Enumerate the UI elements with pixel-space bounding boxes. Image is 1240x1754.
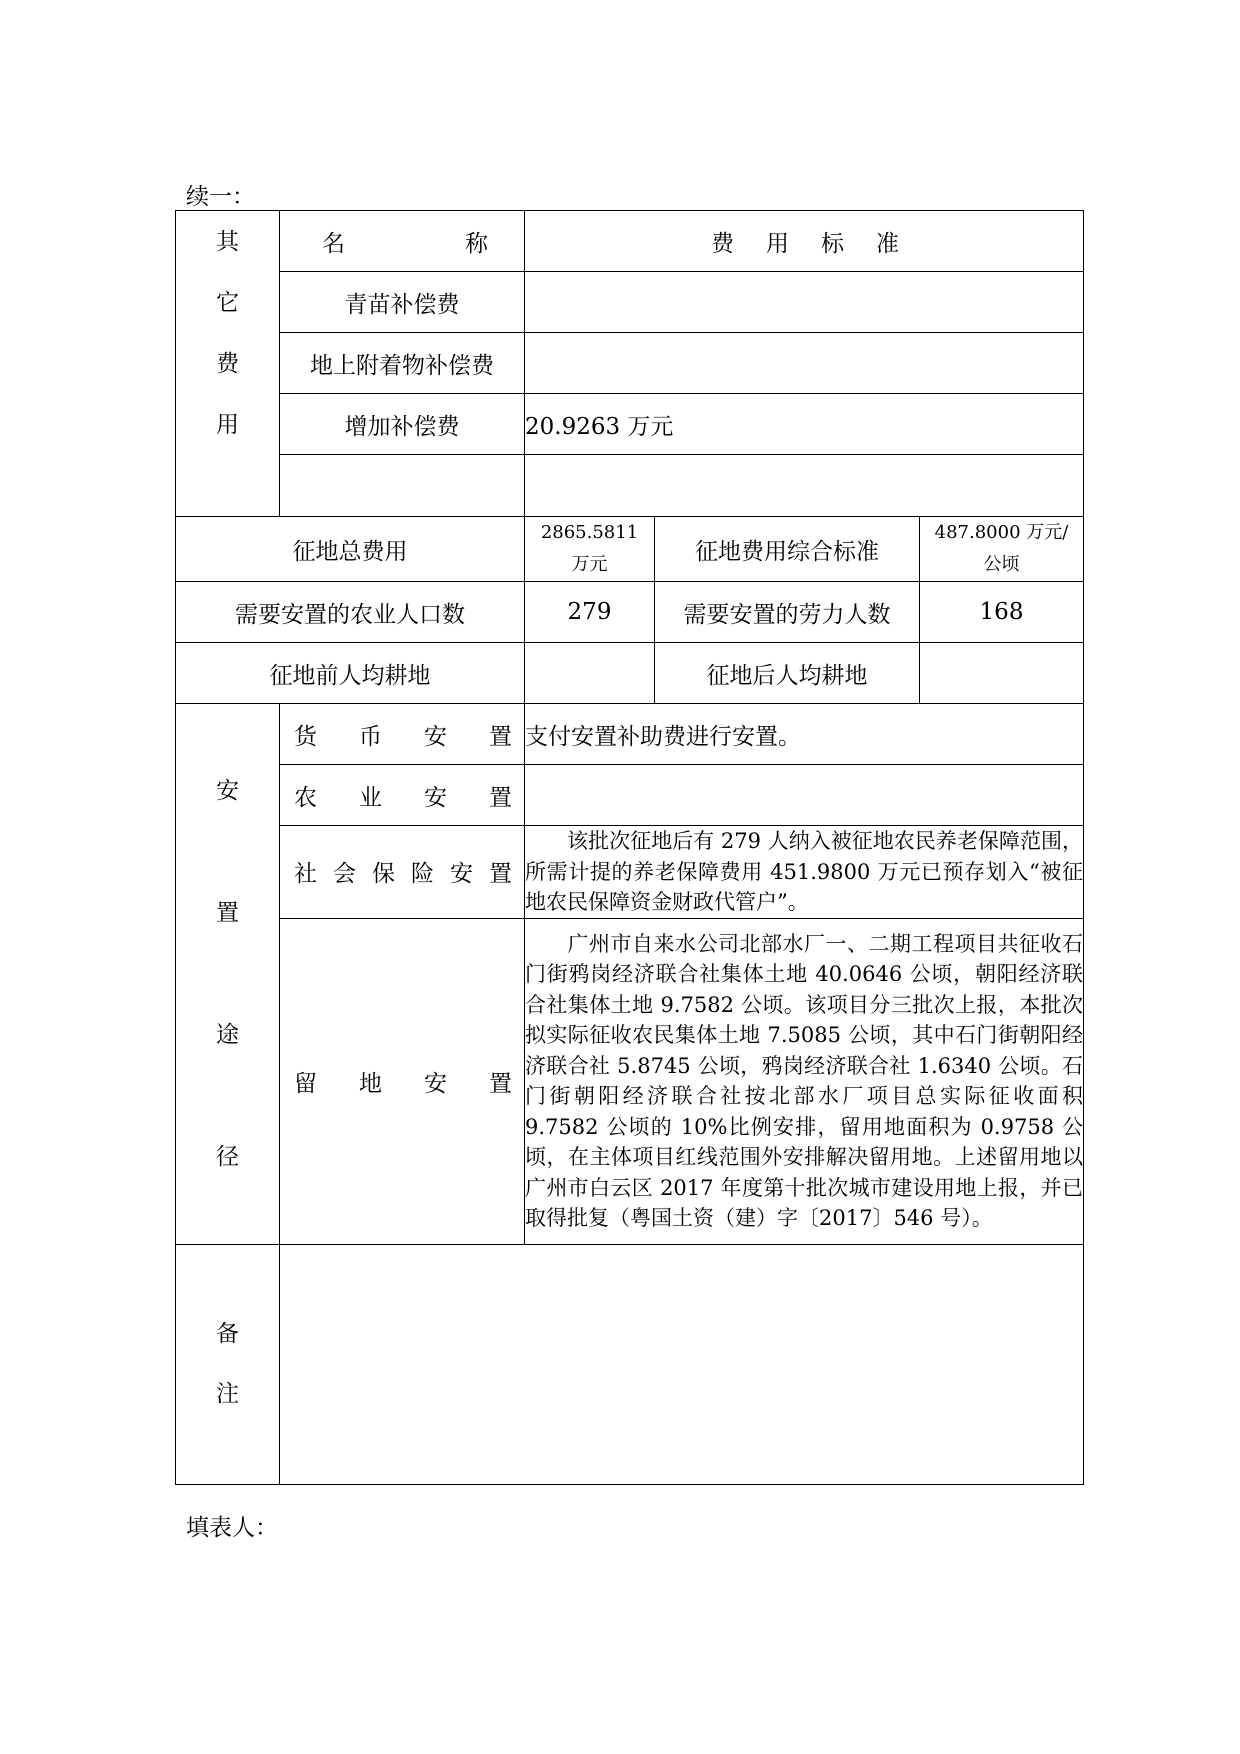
label-char: 地 <box>359 1070 382 1097</box>
total-fee-amount: 2865.5811 <box>540 522 639 543</box>
fee-name-attachments: 地上附着物补偿费 <box>280 333 525 394</box>
fee-name-empty <box>280 455 525 517</box>
farmland-after-label: 征地后人均耕地 <box>655 643 920 704</box>
fee-value-additional: 20.9263 万元 <box>525 394 1084 455</box>
header-standard-cell <box>525 211 1084 272</box>
label-char: 货 <box>294 723 317 750</box>
land-acquisition-form <box>175 210 1084 1485</box>
currency-resettlement-value: 支付安置补助费进行安置。 <box>525 704 1084 765</box>
social-insurance-text: 该批次征地后有 279 人纳入被征地农民养老保障范围，所需计提的养老保障费用 451.9800 万元已预存划入“被征地农民保障资金财政代管户”。 <box>525 829 1084 914</box>
header-standard-char: 费 <box>711 230 734 257</box>
header-standard-char: 用 <box>766 230 789 257</box>
fee-value-empty <box>525 455 1084 517</box>
section-label-char: 途 <box>216 1021 239 1048</box>
label-char: 安 <box>424 1070 447 1097</box>
composite-standard-value <box>920 517 1084 582</box>
social-insurance-value <box>525 826 1084 919</box>
section-label-char: 费 <box>216 350 239 377</box>
total-fee-label: 征地总费用 <box>176 517 525 582</box>
agriculture-resettlement-label <box>280 765 525 826</box>
resettlement-section-label <box>176 704 280 1245</box>
other-fees-section-label <box>176 211 280 517</box>
label-char: 保 <box>372 861 395 888</box>
composite-standard-amount: 487.8000 万元/ <box>934 522 1069 543</box>
form-filler-caption: 填表人： <box>186 1515 278 1541</box>
fee-value-seedling <box>525 272 1084 333</box>
section-label-char: 其 <box>216 228 239 255</box>
agriculture-resettlement-value <box>525 765 1084 826</box>
section-label-char: 安 <box>216 777 239 804</box>
fee-name-seedling: 青苗补偿费 <box>280 272 525 333</box>
social-insurance-label <box>280 826 525 919</box>
label-char: 业 <box>359 784 382 811</box>
farmland-before-value <box>525 643 655 704</box>
label-char: 会 <box>333 861 356 888</box>
header-name-char: 称 <box>465 230 488 257</box>
label-char: 安 <box>424 723 447 750</box>
continuation-caption: 续一： <box>186 184 255 210</box>
label-char: 置 <box>489 723 512 750</box>
label-char: 安 <box>424 784 447 811</box>
fee-name-additional: 增加补偿费 <box>280 394 525 455</box>
section-label-char: 径 <box>216 1143 239 1170</box>
label-char: 社 <box>294 861 317 888</box>
label-char: 置 <box>489 1070 512 1097</box>
remarks-value <box>280 1244 1084 1484</box>
section-label-char: 它 <box>216 289 239 316</box>
total-fee-value <box>525 517 655 582</box>
reserved-land-value <box>525 918 1084 1244</box>
composite-standard-unit: 公顷 <box>983 554 1020 575</box>
remarks-label <box>176 1244 280 1484</box>
section-label-char: 用 <box>216 411 239 438</box>
labor-count-label: 需要安置的劳力人数 <box>655 582 920 643</box>
label-char: 币 <box>359 723 382 750</box>
agri-population-value: 279 <box>525 582 655 643</box>
label-char: 留 <box>294 1070 317 1097</box>
agri-population-label: 需要安置的农业人口数 <box>176 582 525 643</box>
labor-count-value: 168 <box>920 582 1084 643</box>
currency-resettlement-label <box>280 704 525 765</box>
section-label-char: 注 <box>216 1381 239 1407</box>
composite-standard-label: 征地费用综合标准 <box>655 517 920 582</box>
label-char: 安 <box>450 861 473 888</box>
header-standard-char: 标 <box>821 230 844 257</box>
total-fee-unit: 万元 <box>571 554 608 575</box>
farmland-before-label: 征地前人均耕地 <box>176 643 525 704</box>
farmland-after-value <box>920 643 1084 704</box>
section-label-char: 备 <box>216 1321 239 1347</box>
label-char: 置 <box>489 784 512 811</box>
fee-value-attachments <box>525 333 1084 394</box>
header-name-char: 名 <box>322 230 345 257</box>
reserved-land-text: 广州市自来水公司北部水厂一、二期工程项目共征收石门街鸦岗经济联合社集体土地 40.0646 公顷，朝阳经济联合社集体土地 9.7582 公顷。该项目分三批次上报，本批次拟实际征收农民集体土地 7.5085 公顷，其中石门街朝阳经济联合社 5.8745 公顷，鸦岗经济联合社 1.6340 公顷。石门街朝阳经济联合社按北部水厂项目总实际征收面积 9.7582 公顷的 10%比例安排，留用地面积为 0.9758 公顷，在主体项目红线范围外安排解决留用地。上述留用地以广州市白云区 2017 年度第十批次城市建设用地上报，并已取得批复（粤国土资（建）字〔2017〕546 号）。 <box>525 931 1084 1230</box>
label-char: 置 <box>489 861 512 888</box>
reserved-land-label <box>280 918 525 1244</box>
header-standard-char: 准 <box>876 230 899 257</box>
label-char: 险 <box>411 861 434 888</box>
label-char: 农 <box>294 784 317 811</box>
header-name-cell <box>280 211 525 272</box>
section-label-char: 置 <box>216 899 239 926</box>
